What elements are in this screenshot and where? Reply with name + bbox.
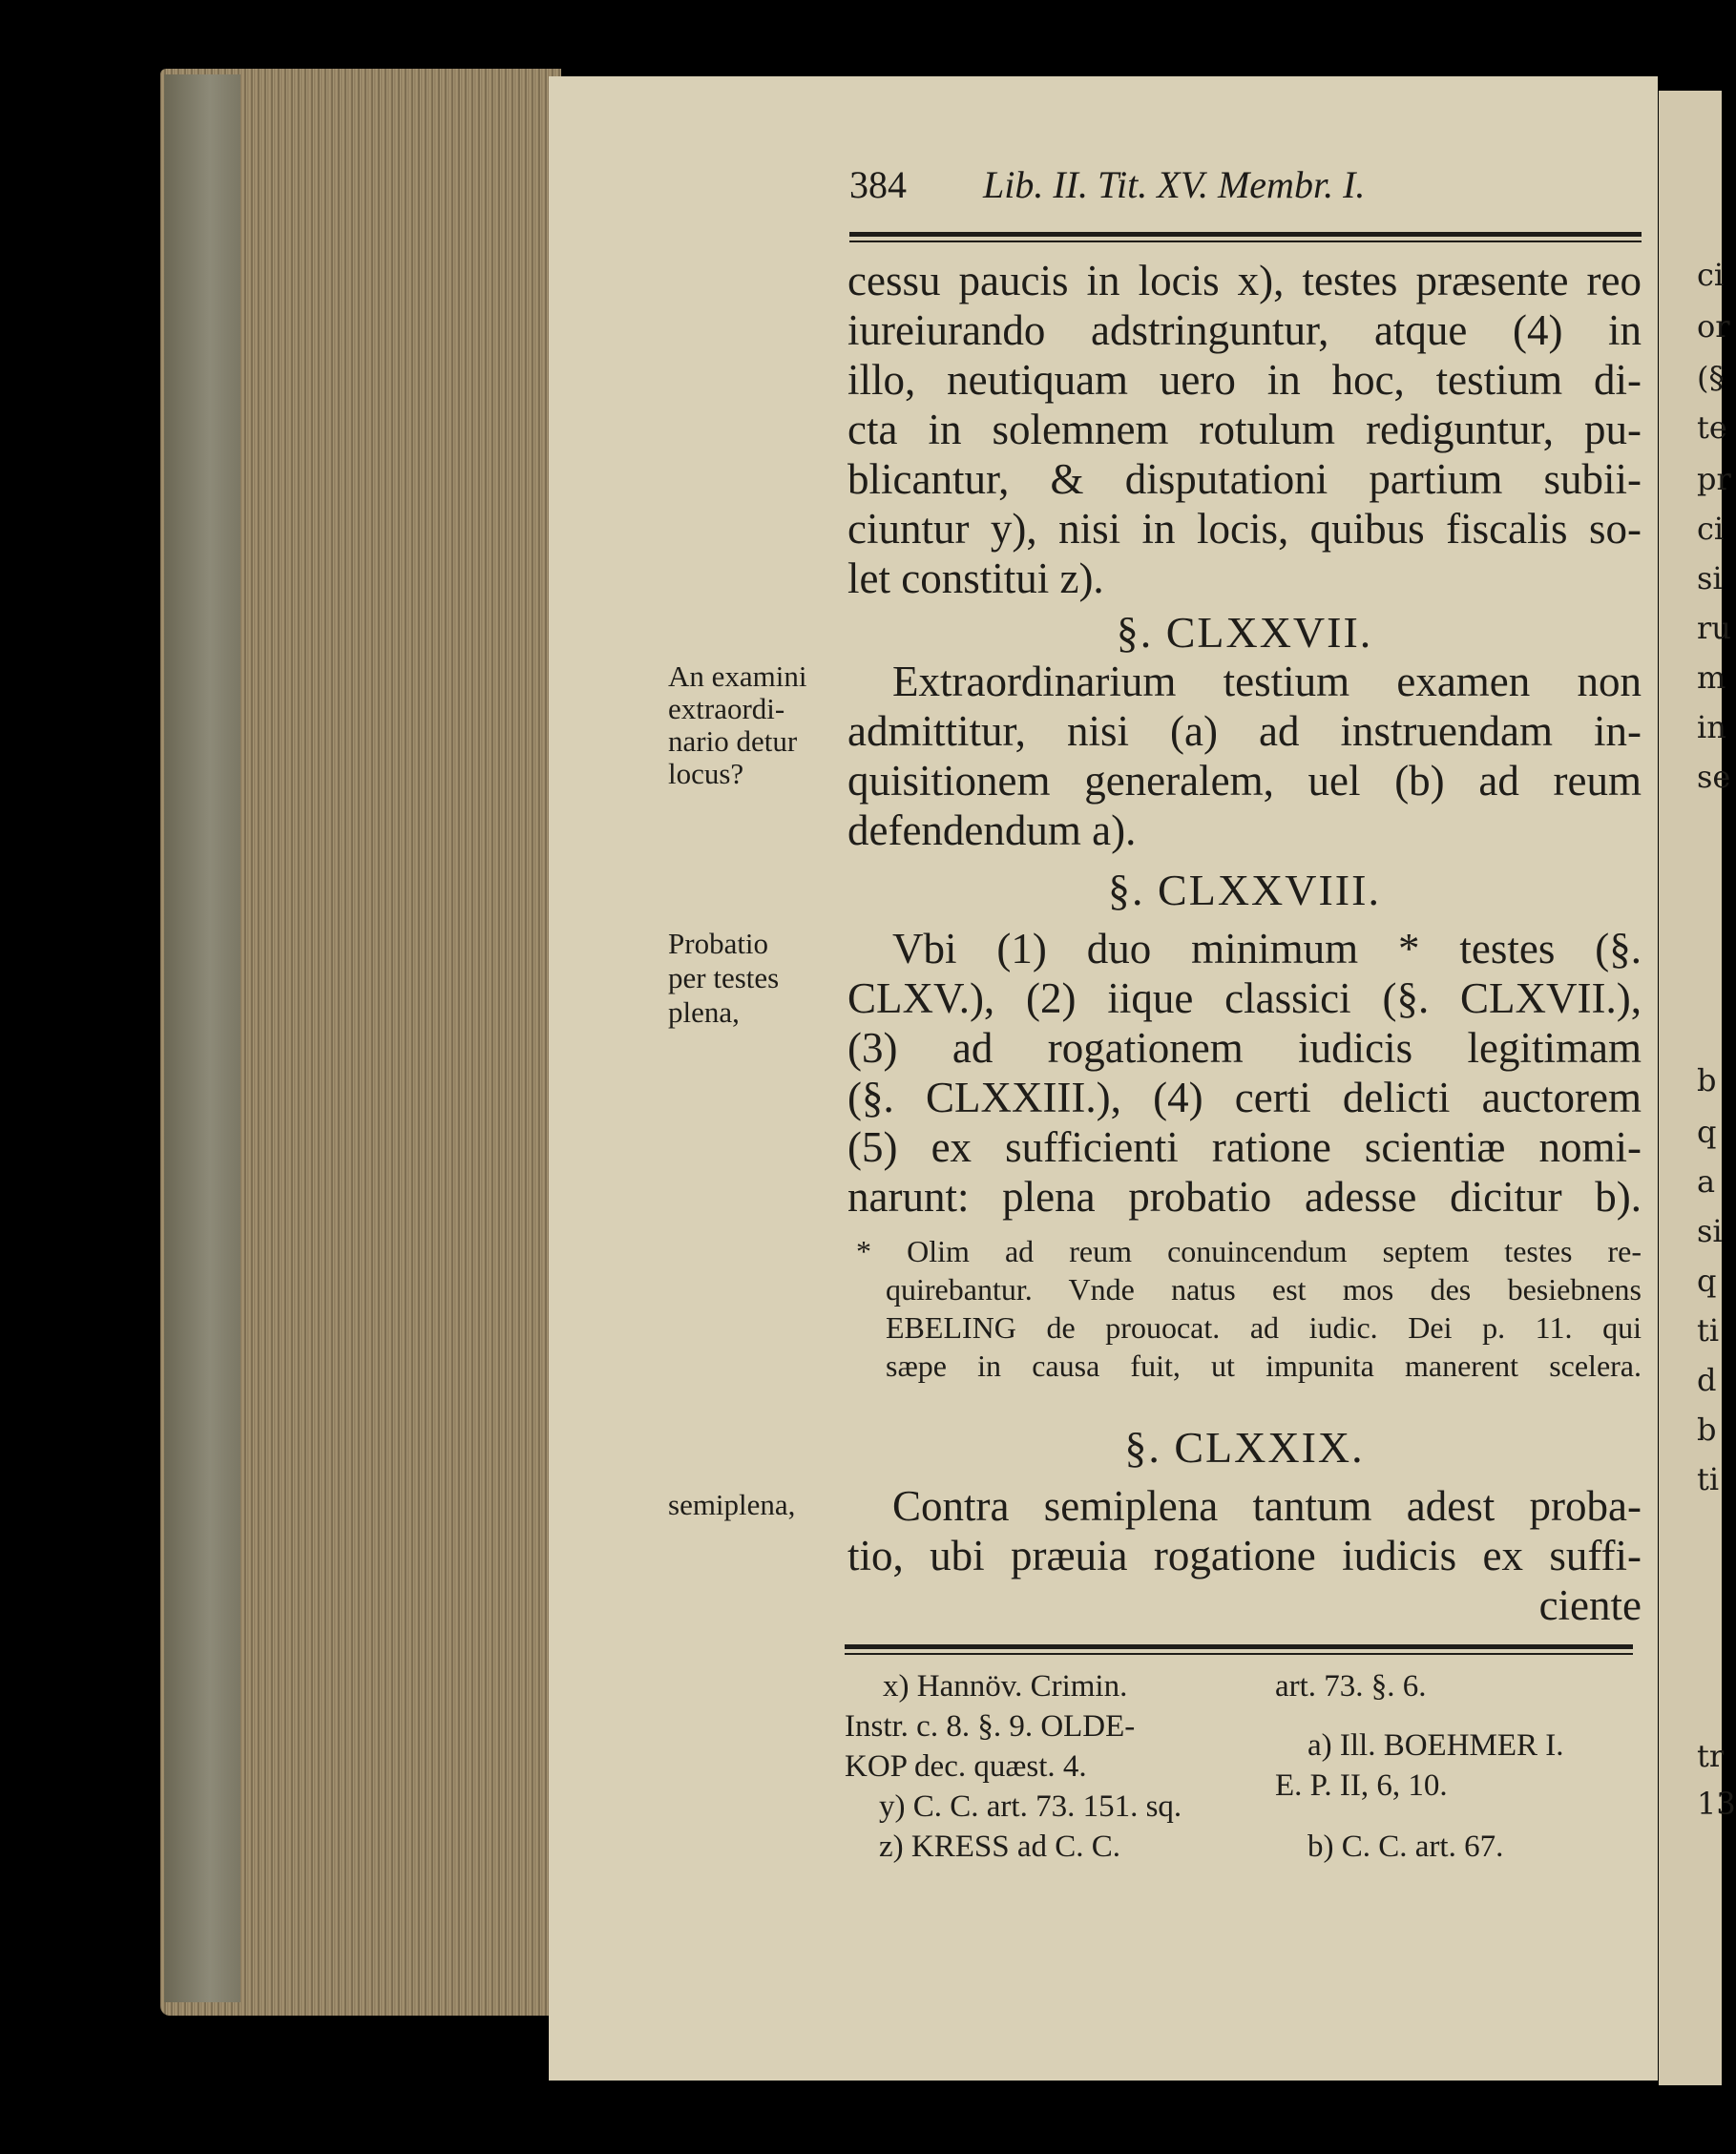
- next-page-fragment: ru: [1697, 610, 1731, 646]
- section-line: Contra semiplena tantum adest proba-: [892, 1482, 1642, 1530]
- next-page-fragment: in: [1697, 709, 1726, 745]
- next-page-fragment: tr: [1697, 1738, 1725, 1774]
- asterisk-note-line: sæpe in causa fuit, ut impunita manerent scelera.: [886, 1349, 1642, 1383]
- footnote-line: E. P. II, 6, 10.: [1275, 1768, 1448, 1803]
- next-page-fragment: or: [1697, 308, 1730, 345]
- margin-note-line: extraordi-: [668, 692, 785, 725]
- book-spine-cover: [164, 74, 241, 2002]
- page-number: 384: [849, 163, 907, 206]
- next-page-fragment: si: [1697, 1213, 1723, 1249]
- section-line: Vbi (1) duo minimum * testes (§.: [892, 925, 1642, 972]
- body-line: blicantur, & disputationi partium subii-: [847, 455, 1642, 503]
- footnote-line: art. 73. §. 6.: [1275, 1669, 1427, 1704]
- section-heading: §. CLXXVIII.: [1108, 866, 1381, 914]
- body-line: illo, neutiquam uero in hoc, testium di-: [847, 356, 1642, 404]
- margin-note-line: plena,: [668, 995, 740, 1029]
- body-line: ciuntur y), nisi in locis, quibus fiscalis so-: [847, 505, 1642, 553]
- margin-note-line: An examini: [668, 659, 807, 693]
- header-rule-thin: [849, 240, 1642, 242]
- next-page-fragment: te: [1697, 409, 1727, 446]
- margin-note-line: semiplena,: [668, 1488, 796, 1521]
- margin-note-line: per testes: [668, 961, 780, 994]
- next-page-fragment: ci: [1697, 511, 1725, 547]
- asterisk-note-line: * Olim ad reum conuincendum septem testes re-: [856, 1234, 1642, 1268]
- next-page-fragment: b: [1697, 1062, 1717, 1098]
- footnote-line: x) Hannöv. Crimin.: [883, 1669, 1128, 1704]
- section-heading: §. CLXXVII.: [1116, 608, 1373, 657]
- next-page-fragment: (§: [1697, 360, 1725, 396]
- footnote-line: a) Ill. BOEHMER I.: [1307, 1728, 1564, 1763]
- body-line: iureiurando adstringuntur, atque (4) in: [847, 306, 1642, 354]
- footnote-line: z) KRESS ad C. C.: [879, 1830, 1121, 1864]
- next-page-fragment: ti: [1697, 1312, 1720, 1349]
- footnote-rule: [845, 1644, 1633, 1649]
- next-page-fragment: d: [1697, 1362, 1717, 1398]
- running-header: [849, 162, 1365, 207]
- next-page-fragment: ti: [1697, 1461, 1720, 1497]
- margin-note-line: Probatio: [668, 927, 769, 960]
- section-line: (5) ex sufficienti ratione scientiæ nomi-: [847, 1123, 1642, 1171]
- next-page-fragment: q: [1697, 1263, 1717, 1299]
- footnote-rule-thin: [845, 1653, 1633, 1655]
- header-rule: [849, 232, 1642, 237]
- asterisk-note-line: quirebantur. Vnde natus est mos des besiebnens: [886, 1272, 1642, 1307]
- footnote-line: y) C. C. art. 73. 151. sq.: [879, 1789, 1182, 1824]
- section-line: Extraordinarium testium examen non: [892, 658, 1642, 705]
- next-page-fragment: 13: [1697, 1786, 1736, 1822]
- section-line: defendendum a).: [847, 806, 1137, 854]
- margin-note-line: nario detur: [668, 724, 798, 758]
- asterisk-note-line: EBELING de prouocat. ad iudic. Dei p. 11. qui: [886, 1310, 1642, 1345]
- next-page-fragment: q: [1697, 1114, 1717, 1150]
- section-line: narunt: plena probatio adesse dicitur b).: [847, 1173, 1642, 1221]
- running-title: Lib. II. Tit. XV. Membr. I.: [983, 163, 1366, 206]
- section-line: (3) ad rogationem iudicis legitimam: [847, 1024, 1642, 1072]
- margin-note-line: locus?: [668, 757, 744, 790]
- next-page-fragment: b: [1697, 1412, 1717, 1448]
- next-page-fragment: pr: [1697, 461, 1731, 497]
- section-line: (§. CLXXIII.), (4) certi delicti auctorem: [847, 1074, 1642, 1121]
- footnote-line: b) C. C. art. 67.: [1307, 1830, 1504, 1864]
- body-line: cta in solemnem rotulum rediguntur, pu-: [847, 406, 1642, 453]
- body-line: let constitui z).: [847, 554, 1104, 602]
- catchword: ciente: [1538, 1581, 1642, 1629]
- next-page-fragment: m: [1697, 659, 1726, 696]
- section-line: quisitionem generalem, uel (b) ad reum: [847, 757, 1642, 805]
- section-line: CLXV.), (2) iique classici (§. CLXVII.),: [847, 974, 1642, 1022]
- footnote-line: Instr. c. 8. §. 9. OLDE-: [845, 1709, 1136, 1744]
- next-page-fragment: ci: [1697, 257, 1725, 293]
- section-line: admittitur, nisi (a) ad instruendam in-: [847, 707, 1642, 755]
- section-heading: §. CLXXIX.: [1124, 1423, 1365, 1472]
- section-line: tio, ubi præuia rogatione iudicis ex suffi-: [847, 1532, 1642, 1579]
- next-page-fragment: a: [1697, 1163, 1716, 1200]
- next-page-fragment: se: [1697, 759, 1731, 795]
- footnote-line: KOP dec. quæst. 4.: [845, 1749, 1087, 1784]
- body-line: cessu paucis in locis x), testes præsente reo: [847, 257, 1642, 304]
- next-page-fragment: si: [1697, 560, 1723, 596]
